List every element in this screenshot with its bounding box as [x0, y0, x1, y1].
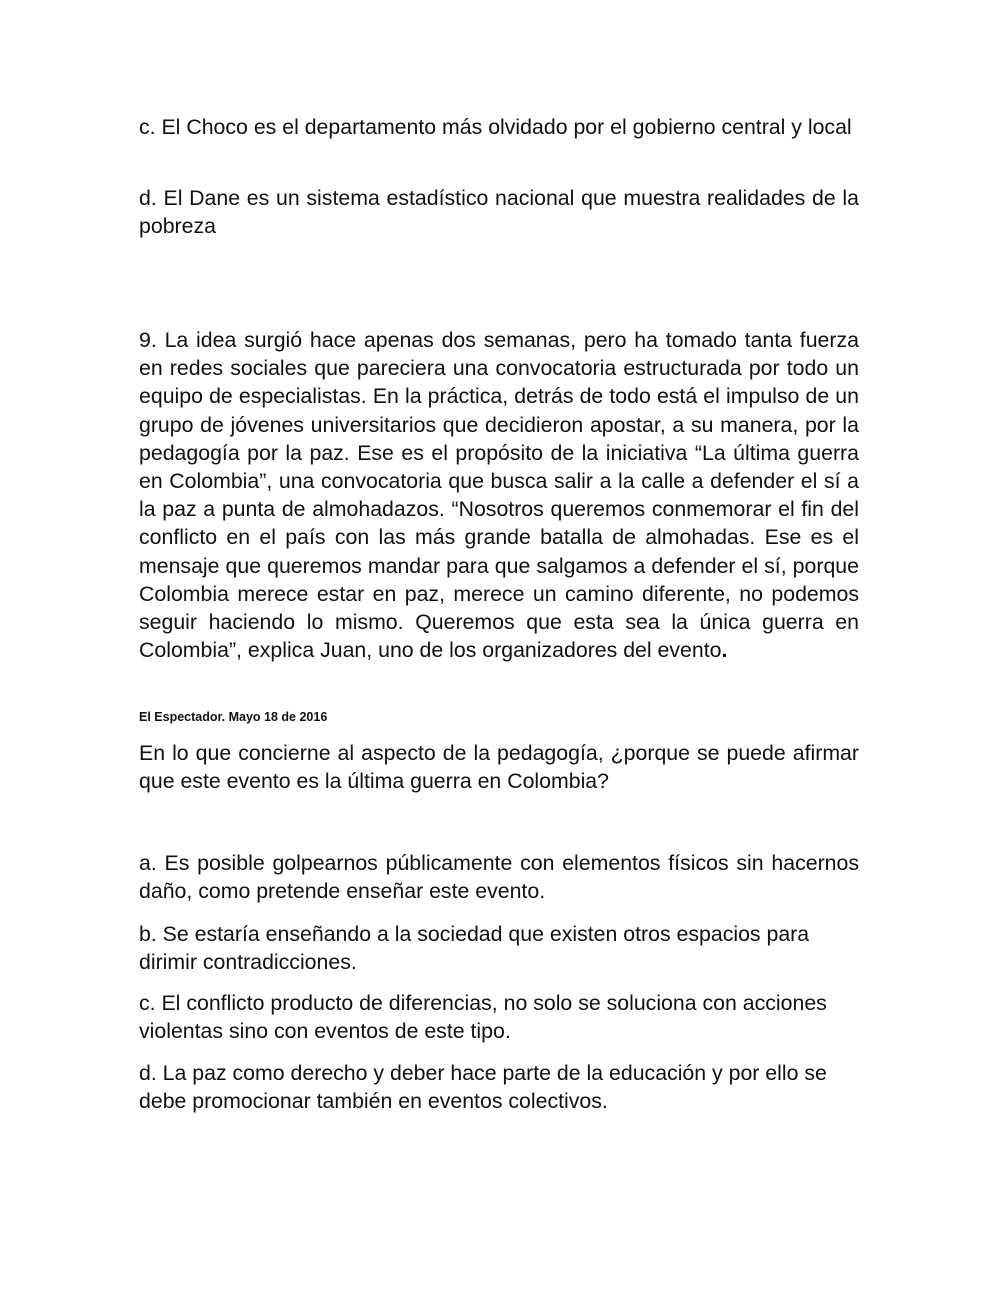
question-9-prompt: En lo que concierne al aspecto de la pedagogía, ¿porque se puede afirmar que este evento es la última guerra en Colombia? [139, 741, 859, 794]
prev-option-c: c. El Choco es el departamento más olvidado por el gobierno central y local [139, 115, 852, 139]
option-b: b. Se estaría enseñando a la sociedad que existen otros espacios para dirimir contradicciones. [139, 922, 810, 975]
option-d: d. La paz como derecho y deber hace parte de la educación y por ello se debe promocionar también en eventos colectivos. [139, 1061, 827, 1114]
passage-text: 9. La idea surgió hace apenas dos semanas, pero ha tomado tanta fuerza en redes sociales que pareciera una convocatoria estructurada por todo un equipo de especialistas. En la práctica, detrás de todo está el impulso de un grupo de jóvenes universitarios que decidieron apostar, a su manera, por la pedagogía por la paz. Ese es el propósito de la iniciativa “La última guerra en Colombia”, una convocatoria que busca salir a la calle a defender el sí a la paz a punta de almohadazos. “Nosotros queremos conmemorar el fin del conflicto en el país con las más grande batalla de almohadas. Ese es el mensaje que queremos mandar para que salgamos a defender el sí, porque Colombia merece estar en paz, merece un camino diferente, no podemos seguir haciendo lo mismo. Queremos que esta sea la única guerra en Colombia”, explica Juan, uno de los organizadores del evento [139, 328, 859, 663]
passage-source: El Espectador. Mayo 18 de 2016 [139, 710, 328, 724]
prev-option-d: d. El Dane es un sistema estadístico nacional que muestra realidades de la pobreza [139, 186, 859, 239]
option-c: c. El conflicto producto de diferencias, no solo se soluciona con acciones violentas sino con eventos de este tipo. [139, 991, 827, 1044]
passage-end: . [721, 638, 728, 663]
question-9-passage [139, 326, 859, 664]
option-a: a. Es posible golpearnos públicamente con elementos físicos sin hacernos daño, como pretende enseñar este evento. [139, 851, 859, 904]
